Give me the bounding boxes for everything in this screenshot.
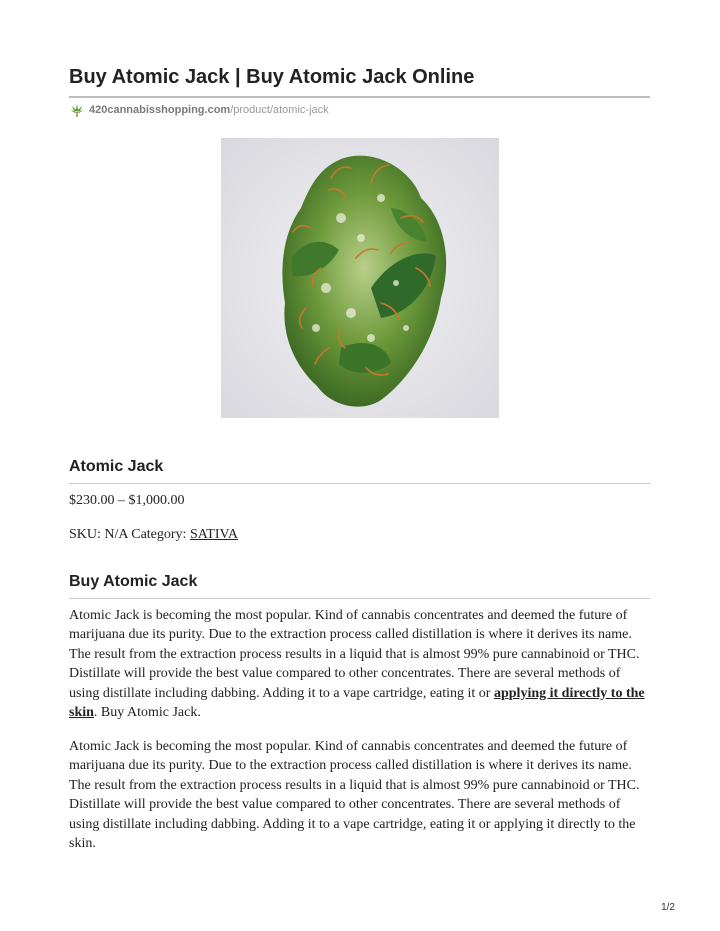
paragraph-1 bbox=[69, 606, 650, 722]
price-range: $230.00 – $1,000.00 bbox=[69, 493, 185, 508]
page-title: Buy Atomic Jack | Buy Atomic Jack Online bbox=[69, 66, 475, 88]
paragraph-1-tail: . Buy Atomic Jack. bbox=[93, 705, 201, 721]
section-divider bbox=[69, 598, 650, 599]
source-domain[interactable]: 420cannabisshopping.com bbox=[89, 104, 231, 116]
product-photo bbox=[221, 138, 499, 418]
page-number: 1/2 bbox=[661, 902, 675, 913]
source-url[interactable] bbox=[69, 102, 329, 118]
title-divider bbox=[69, 96, 650, 98]
cannabis-leaf-icon bbox=[69, 103, 85, 117]
sku-label: SKU: N/A Category: bbox=[69, 527, 190, 542]
product-divider bbox=[69, 483, 650, 484]
paragraph-2: Atomic Jack is becoming the most popular. Kind of cannabis concentrates and deemed the future of marijuana due its purity. Due to the extraction process called distillation is where it derives its name. The result from the extraction process results in a liquid that is almost 99% pure cannabinoid or THC. Distillate will provide the best value compared to other concentrates. There are several methods of using distillate including dabbing. Adding it to a vape cartridge, eating it or applying it directly to the skin. bbox=[69, 739, 640, 852]
paragraph-1-text: Atomic Jack is becoming the most popular. Kind of cannabis concentrates and deemed the future of marijuana due its purity. Due to the extraction process called distillation is where it derives its name. The result from the extraction process results in a liquid that is almost 99% pure cannabinoid or THC. Distillate will provide the best value compared to other concentrates. There are several methods of using distillate including dabbing. Adding it to a vape cartridge, eating it or bbox=[69, 608, 640, 701]
source-path[interactable]: /product/atomic-jack bbox=[230, 104, 329, 116]
skin-application-link[interactable]: applying it directly to the skin bbox=[69, 685, 645, 721]
category-link[interactable]: SATIVA bbox=[189, 527, 238, 542]
section-heading: Buy Atomic Jack bbox=[69, 573, 198, 590]
product-meta bbox=[69, 527, 238, 543]
product-name: Atomic Jack bbox=[69, 458, 164, 475]
